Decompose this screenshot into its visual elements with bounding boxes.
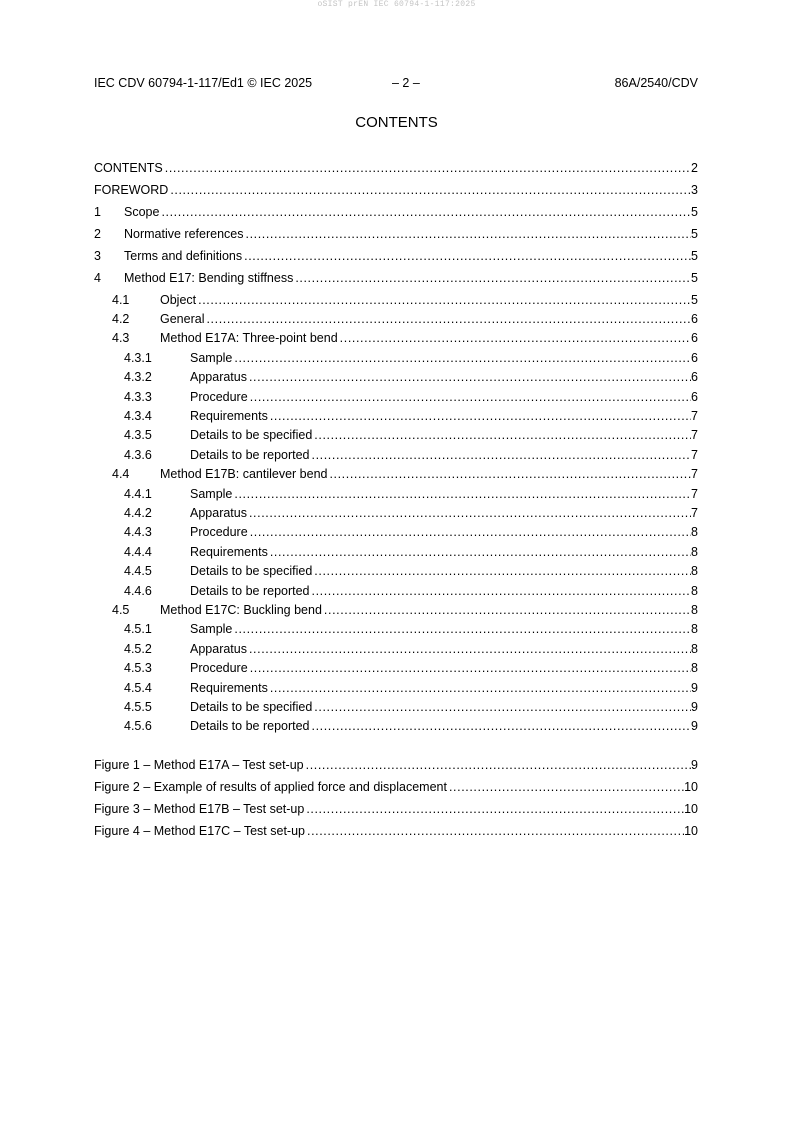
toc-entry-number: 4.4.6 [124,583,152,598]
toc-dot-leader [270,408,691,424]
toc-entry-page: 6 [691,389,698,404]
toc-entry[interactable] [94,621,698,637]
toc-entry-label: Method E17A: Three-point bend [160,331,338,346]
toc-entry-page: 5 [691,205,698,219]
toc-dot-leader [312,447,692,463]
figure-entry-label: Figure 2 – Example of results of applied force and displacement [94,780,447,794]
toc-dot-leader [314,563,691,579]
toc-entry-number: 4.4 [112,467,130,482]
toc-entry[interactable] [94,486,698,502]
toc-entry[interactable] [94,160,698,176]
toc-entry[interactable] [94,389,698,405]
toc-entry-number: 4.4.5 [124,564,152,579]
toc-dot-leader [249,505,691,521]
toc-dot-leader [307,823,684,839]
toc-entry-number: 4.2 [112,312,130,326]
toc-entry-number: 4.5 [112,603,130,617]
toc-entry[interactable] [94,699,698,715]
toc-entry[interactable] [94,524,698,540]
toc-dot-leader [295,270,691,286]
toc-entry-number: 4.3.4 [124,409,152,423]
toc-dot-leader [250,660,691,676]
toc-entry-page: 2 [691,161,698,175]
toc-entry-label: Method E17: Bending stiffness [124,271,294,285]
toc-entry[interactable] [94,182,698,198]
toc-entry-page: 8 [691,603,698,617]
toc-entry-number: 4.3 [112,331,130,346]
figure-list-entry[interactable] [94,757,698,773]
toc-dot-leader [244,248,691,264]
toc-entry-number: 4.5.1 [124,622,152,637]
toc-entry-label: Requirements [190,680,268,695]
toc-entry-label: Sample [190,622,233,637]
toc-entry-number: 4.5.3 [124,661,152,676]
toc-entry-label: Procedure [190,389,248,404]
toc-entry-number: 4 [94,271,101,285]
toc-dot-leader [312,718,692,734]
toc-entry-label: Sample [190,486,233,501]
toc-entry-page: 7 [691,409,698,423]
toc-entry-number: 4.3.2 [124,370,152,385]
toc-entry-number: 4.4.1 [124,486,152,501]
toc-entry[interactable] [94,680,698,696]
toc-entry-label: General [160,312,205,326]
toc-entry[interactable] [94,447,698,463]
toc-entry-label: Requirements [190,544,268,559]
toc-entry-label: Requirements [190,409,268,423]
toc-dot-leader [206,311,691,327]
toc-entry-number: 3 [94,249,101,263]
toc-entry-label: Sample [190,350,233,365]
toc-dot-leader [249,369,691,385]
toc-entry-number: 4.5.5 [124,700,152,714]
toc-entry-page: 8 [691,525,698,540]
toc-entry-page: 6 [691,331,698,346]
toc-dot-leader [306,801,684,817]
toc-entry[interactable] [94,226,698,242]
toc-entry-label: Apparatus [190,506,247,520]
toc-entry-page: 8 [691,661,698,676]
toc-entry-page: 6 [691,312,698,326]
toc-entry-number: 2 [94,227,101,241]
toc-dot-leader [449,779,684,795]
toc-entry[interactable] [94,427,698,443]
toc-entry-page: 8 [691,583,698,598]
toc-entry-label: Object [160,293,197,307]
toc-entry-page: 9 [691,700,698,714]
toc-entry-number: 4.1 [112,293,130,307]
toc-dot-leader [324,602,691,618]
toc-entry-number: 1 [94,205,101,219]
toc-entry-label: Details to be reported [190,719,310,734]
toc-dot-leader [234,486,691,502]
toc-entry-number: 4.3.5 [124,428,152,443]
toc-entry-label: Method E17B: cantilever bend [160,467,328,482]
toc-dot-leader [170,182,691,198]
page-header [94,76,698,92]
toc-entry-page: 5 [691,227,698,241]
toc-entry-label: Procedure [190,661,248,676]
toc-entry-number: 4.3.3 [124,389,152,404]
figure-entry-page: 9 [691,758,698,772]
toc-entry-page: 7 [691,506,698,520]
toc-entry-label: Details to be specified [190,700,313,714]
toc-entry[interactable] [94,408,698,424]
toc-dot-leader [329,466,691,482]
toc-entry[interactable] [94,204,698,220]
toc-entry-label: Details to be specified [190,564,313,579]
toc-entry-page: 8 [691,544,698,559]
toc-entry-label: Normative references [124,227,244,241]
toc-entry-number: 4.5.4 [124,680,152,695]
toc-entry[interactable] [94,583,698,599]
toc-entry-page: 5 [691,271,698,285]
toc-entry[interactable] [94,311,698,327]
figure-entry-page: 10 [684,824,698,838]
figure-entry-label: Figure 1 – Method E17A – Test set-up [94,758,304,772]
toc-dot-leader [198,292,691,308]
toc-entry-number: 4.5.6 [124,719,152,734]
toc-entry-page: 9 [691,680,698,695]
toc-entry-page: 8 [691,564,698,579]
toc-entry-page: 8 [691,641,698,656]
toc-entry-number: 4.4.3 [124,525,152,540]
toc-entry-number: 4.4.2 [124,506,152,520]
toc-entry[interactable] [94,270,698,286]
toc-entry-number: 4.3.6 [124,447,152,462]
toc-entry-page: 7 [691,467,698,482]
figure-entry-page: 10 [684,802,698,816]
toc-entry-label: Apparatus [190,641,247,656]
toc-dot-leader [270,680,691,696]
figure-entry-label: Figure 3 – Method E17B – Test set-up [94,802,305,816]
toc-entry[interactable] [94,292,698,308]
header-doc-id: IEC CDV 60794-1-117/Ed1 © IEC 2025 [94,76,313,90]
toc-entry-label: FOREWORD [94,183,169,197]
toc-dot-leader [306,757,691,773]
toc-entry-page: 5 [691,293,698,307]
toc-dot-leader [161,204,691,220]
header-page-number: – 2 – [392,76,420,90]
toc-entry-label: Procedure [190,525,248,540]
toc-entry-page: 6 [691,350,698,365]
toc-dot-leader [312,583,692,599]
toc-entry[interactable] [94,660,698,676]
toc-dot-leader [234,350,691,366]
toc-entry-page: 3 [691,183,698,197]
toc-dot-leader [340,330,691,346]
toc-dot-leader [165,160,691,176]
figure-entry-page: 10 [684,780,698,794]
toc-entry[interactable] [94,505,698,521]
toc-entry-label: Details to be specified [190,428,313,443]
toc-entry-number: 4.3.1 [124,350,152,365]
toc-entry[interactable] [94,369,698,385]
toc-entry[interactable] [94,248,698,264]
toc-entry-label: Method E17C: Buckling bend [160,603,322,617]
toc-entry[interactable] [94,718,698,734]
toc-dot-leader [234,621,691,637]
toc-entry-page: 6 [691,370,698,385]
toc-dot-leader [250,524,691,540]
toc-entry-page: 7 [691,486,698,501]
toc-entry-label: Terms and definitions [124,249,243,263]
toc-entry-label: CONTENTS [94,161,163,175]
figure-list-entry[interactable] [94,823,698,839]
toc-dot-leader [314,427,691,443]
toc-entry-label: Details to be reported [190,447,310,462]
toc-entry[interactable] [94,544,698,560]
toc-entry-page: 9 [691,719,698,734]
toc-entry-label: Scope [124,205,160,219]
header-doc-ref: 86A/2540/CDV [614,76,698,90]
toc-entry[interactable] [94,641,698,657]
watermark: oSIST prEN IEC 60794-1-117:2025 [317,0,476,9]
toc-entry-page: 7 [691,447,698,462]
toc-entry-page: 8 [691,622,698,637]
page-title: CONTENTS [355,114,438,131]
toc-dot-leader [314,699,691,715]
toc-entry-label: Details to be reported [190,583,310,598]
toc-dot-leader [249,641,691,657]
figure-entry-label: Figure 4 – Method E17C – Test set-up [94,824,305,838]
toc-entry-number: 4.5.2 [124,641,152,656]
toc-dot-leader [250,389,691,405]
toc-entry-label: Apparatus [190,370,247,385]
toc-dot-leader [270,544,691,560]
toc-entry-page: 7 [691,428,698,443]
toc-entry[interactable] [94,602,698,618]
figure-list-entry[interactable] [94,779,698,795]
toc-entry-number: 4.4.4 [124,544,152,559]
toc-entry[interactable] [94,466,698,482]
toc-entry[interactable] [94,330,698,346]
toc-dot-leader [246,226,692,242]
toc-entry[interactable] [94,563,698,579]
figure-list-entry[interactable] [94,801,698,817]
toc-entry-page: 5 [691,249,698,263]
toc-entry[interactable] [94,350,698,366]
